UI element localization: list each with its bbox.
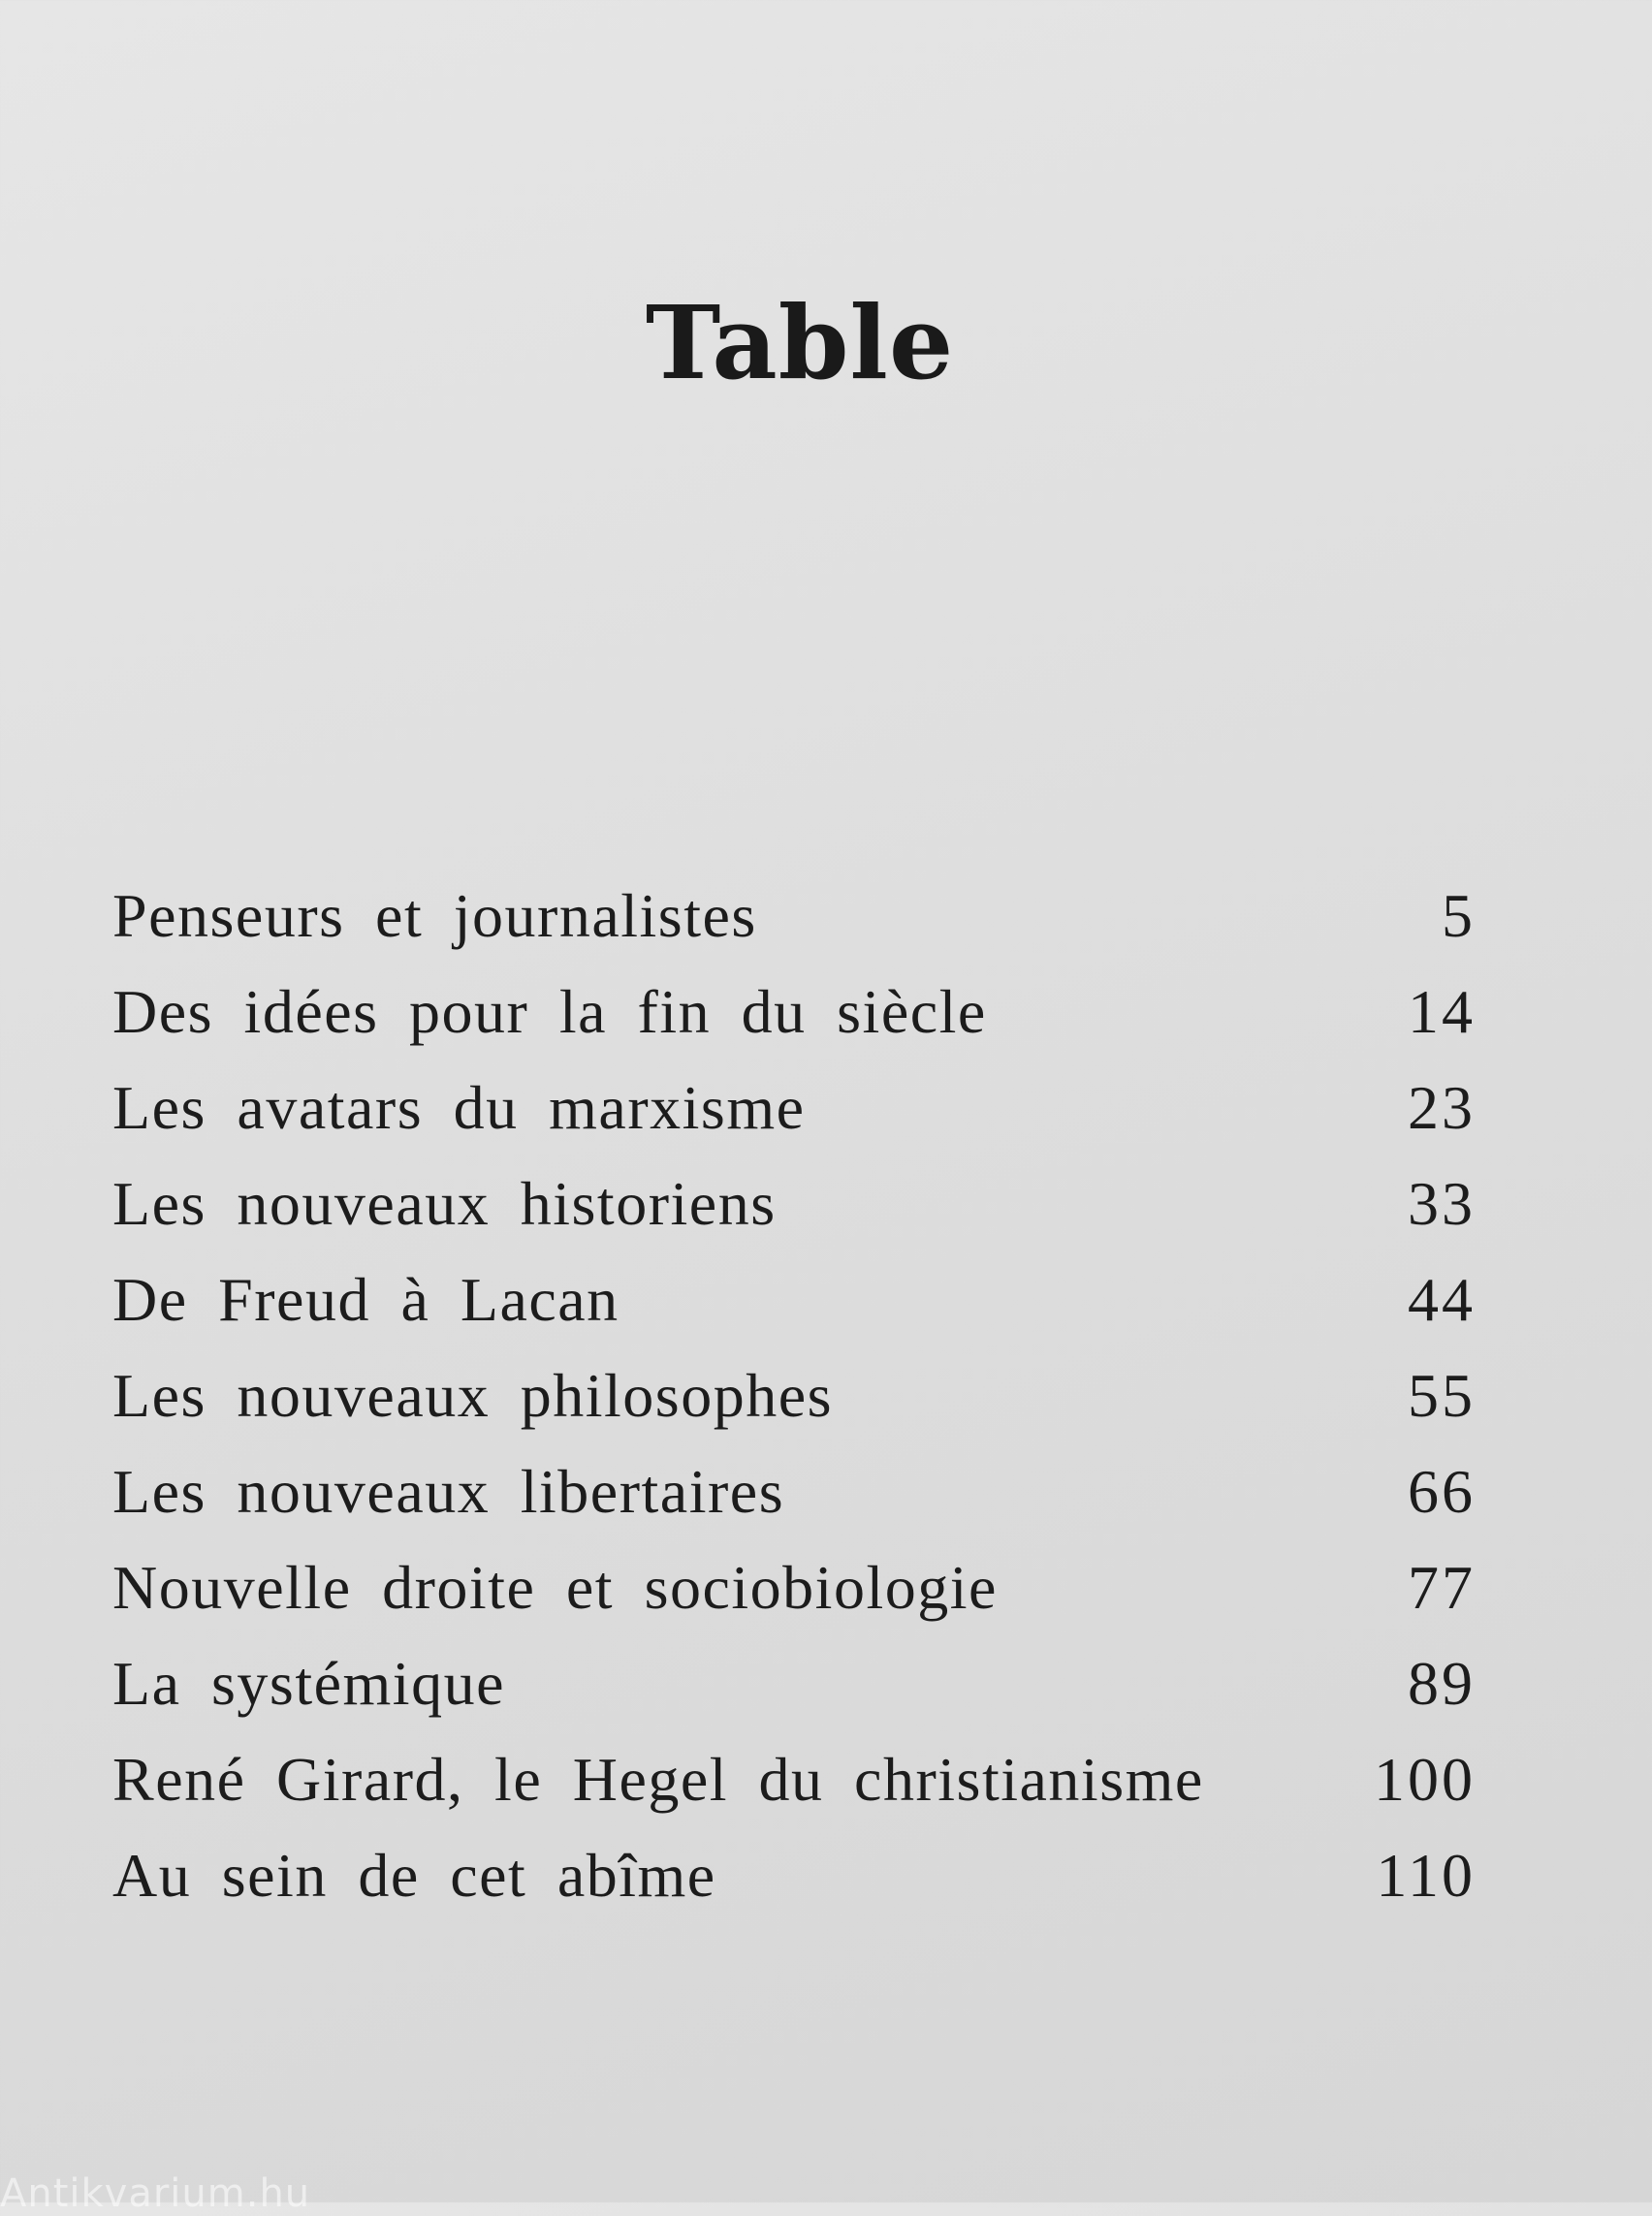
toc-entry-page: 44 [1408, 1265, 1476, 1334]
toc-entry-title: Des idées pour la fin du siècle [112, 977, 987, 1046]
toc-entry [112, 1443, 1476, 1539]
toc-entry-title: La systémique [112, 1649, 505, 1718]
toc-entry-title: Nouvelle droite et sociobiologie [112, 1553, 998, 1622]
toc-entry-page: 33 [1408, 1169, 1476, 1238]
toc-entry-page: 55 [1408, 1361, 1476, 1430]
toc-entry-title: De Freud à Lacan [112, 1265, 620, 1334]
toc-entry [112, 1347, 1476, 1443]
toc-entry-page: 66 [1408, 1457, 1476, 1526]
table-of-contents [112, 868, 1476, 1923]
toc-entry [112, 1731, 1476, 1827]
toc-entry-page: 5 [1442, 881, 1476, 950]
toc-entry-title: Les avatars du marxisme [112, 1073, 806, 1142]
toc-entry-page: 100 [1374, 1745, 1476, 1814]
toc-entry [112, 964, 1476, 1060]
toc-entry-title: René Girard, le Hegel du christianisme [112, 1745, 1204, 1814]
toc-entry-page: 77 [1408, 1553, 1476, 1622]
toc-entry-page: 110 [1376, 1841, 1476, 1910]
toc-entry [112, 1827, 1476, 1923]
toc-entry [112, 1539, 1476, 1635]
toc-entry-page: 89 [1408, 1649, 1476, 1718]
toc-entry-title: Les nouveaux philosophes [112, 1361, 833, 1430]
toc-entry-title: Au sein de cet abîme [112, 1841, 716, 1910]
toc-entry [112, 1635, 1476, 1731]
toc-entry-title: Les nouveaux historiens [112, 1169, 777, 1238]
toc-entry [112, 868, 1476, 964]
toc-entry-page: 23 [1408, 1073, 1476, 1142]
toc-entry [112, 1060, 1476, 1155]
toc-entry-page: 14 [1408, 977, 1476, 1046]
toc-entry-title: Les nouveaux libertaires [112, 1457, 785, 1526]
toc-entry [112, 1251, 1476, 1347]
page-title: Table [645, 282, 955, 402]
toc-entry-title: Penseurs et journalistes [112, 881, 757, 950]
toc-entry [112, 1155, 1476, 1251]
watermark: Antikvarium.hu [0, 2171, 311, 2216]
